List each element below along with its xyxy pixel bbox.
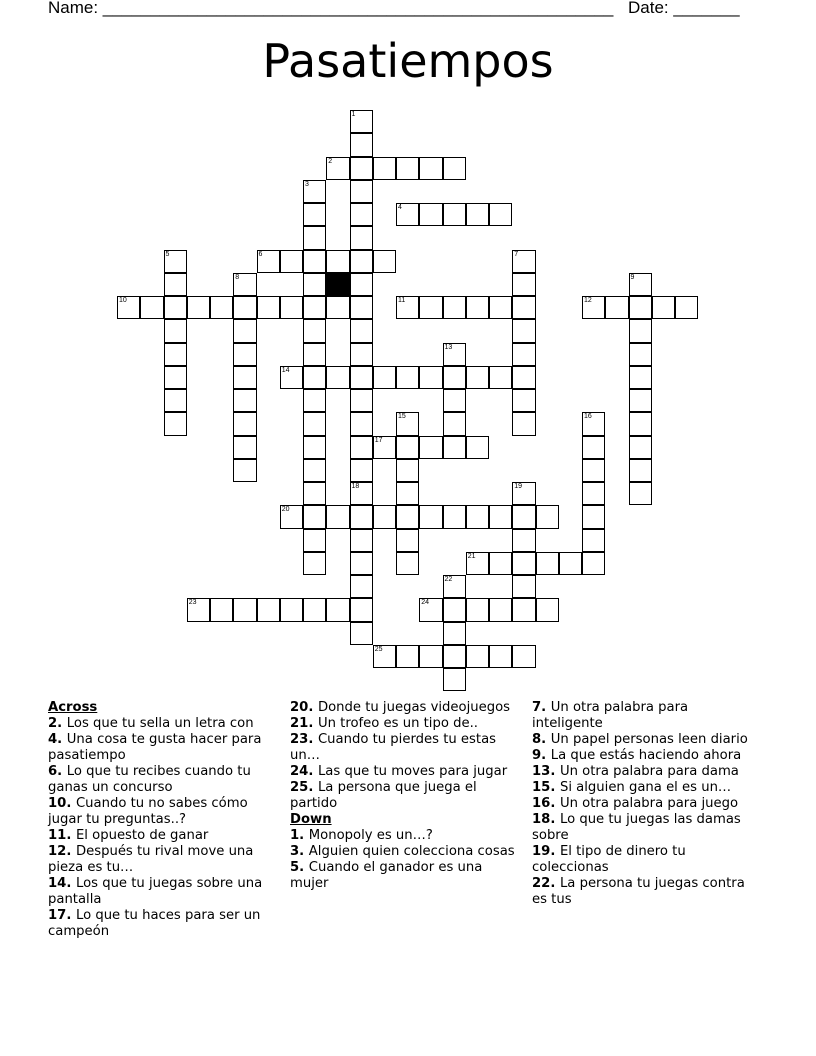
clue-text: Donde tu juegas videojuegos [317,700,511,715]
clue-text: Un trofeo es un tipo de.. [317,716,478,731]
clue-text: Lo que tu juegas las damas sobre [532,812,741,843]
clue-number: 10. [48,796,76,811]
grid-cell[interactable] [210,598,233,621]
grid-cell[interactable] [396,296,419,319]
grid-cell[interactable] [350,622,373,645]
grid-cell[interactable] [512,366,535,389]
grid-cell[interactable] [396,366,419,389]
grid-cell[interactable] [443,436,466,459]
grid-cell[interactable] [303,343,326,366]
clue-text: Los que tu juegas sobre una pantalla [48,876,263,907]
clue-text: Un otra palabra para inteligente [532,700,689,731]
grid-cell[interactable] [164,273,187,296]
clue-number: 21. [290,716,318,731]
grid-cell[interactable] [303,505,326,528]
clue-number: 1. [290,828,309,843]
grid-cell[interactable] [350,412,373,435]
clue-item [48,876,273,908]
grid-cell[interactable] [466,436,489,459]
clue-item [532,780,757,796]
clue-item [532,732,757,748]
grid-cell[interactable] [280,366,303,389]
clue-text: Un otra palabra para juego [559,796,739,811]
grid-cell[interactable] [512,296,535,319]
grid-cell[interactable] [233,366,256,389]
grid-cell[interactable] [512,482,535,505]
grid-cell[interactable] [257,598,280,621]
grid-cell[interactable] [326,598,349,621]
grid-cell[interactable] [233,319,256,342]
grid-cell[interactable] [443,645,466,668]
clue-number: 12. [48,844,76,859]
grid-cell[interactable] [582,482,605,505]
grid-cell[interactable] [489,366,512,389]
grid-cell[interactable] [443,598,466,621]
grid-cell[interactable] [350,436,373,459]
grid-cell[interactable] [582,505,605,528]
grid-cell[interactable] [303,552,326,575]
clue-text: La persona que juega el partido [290,780,477,811]
clue-number: 23. [290,732,318,747]
grid-cell[interactable] [350,505,373,528]
grid-cell[interactable] [419,157,442,180]
grid-cell[interactable] [350,180,373,203]
grid-cell[interactable] [303,529,326,552]
grid-cell[interactable] [629,319,652,342]
clue-number: 1 [351,111,356,118]
grid-cell[interactable] [164,250,187,273]
grid-cell[interactable] [350,273,373,296]
grid-cell[interactable] [210,296,233,319]
grid-cell[interactable] [350,319,373,342]
clue-number: 2 [328,157,333,165]
grid-cell[interactable] [512,529,535,552]
grid-cell[interactable] [280,296,303,319]
grid-cell[interactable] [605,296,628,319]
grid-cell[interactable] [512,552,535,575]
clue-item [290,860,520,892]
grid-cell[interactable] [536,505,559,528]
grid-cell[interactable] [582,436,605,459]
clue-text: Alguien quien colecciona cosas [308,844,515,859]
grid-cell[interactable] [629,273,652,296]
grid-cell[interactable] [233,273,256,296]
grid-cell[interactable] [257,250,280,273]
grid-cell[interactable] [303,226,326,249]
clue-number: 17. [48,908,76,923]
clue-number: 20. [290,700,318,715]
grid-cell[interactable] [350,389,373,412]
grid-cell[interactable] [373,645,396,668]
grid-cell[interactable] [350,110,373,133]
clue-text: Cuando el ganador es una mujer [290,860,483,891]
grid-cell[interactable] [629,436,652,459]
grid-cell[interactable] [303,203,326,226]
grid-cell[interactable] [396,482,419,505]
grid-cell[interactable] [443,505,466,528]
clue-number: 18 [351,483,360,490]
grid-cell[interactable] [443,343,466,366]
clue-number: 15 [398,413,406,421]
grid-cell[interactable] [489,645,512,668]
clue-text: Un otra palabra para dama [559,764,739,779]
clue-number: 6. [48,764,67,779]
grid-cell[interactable] [303,436,326,459]
grid-cell[interactable] [466,552,489,575]
grid-cell[interactable] [280,598,303,621]
grid-cell[interactable] [233,412,256,435]
clue-text: Una cosa te gusta hacer para pasatiempo [48,732,262,763]
clue-number: 11. [48,828,76,843]
grid-cell[interactable] [443,389,466,412]
clue-number: 3. [290,844,309,859]
clue-number: 19 [514,483,523,490]
grid-cell[interactable] [629,343,652,366]
grid-cell[interactable] [396,436,419,459]
clue-text: La que estás haciendo ahora [550,748,742,763]
grid-cell[interactable] [559,552,582,575]
grid-cell[interactable] [443,203,466,226]
clue-number: 22. [532,876,560,891]
grid-cell[interactable] [303,459,326,482]
clue-item [48,908,273,940]
grid-cell[interactable] [443,366,466,389]
grid-cell[interactable] [489,552,512,575]
grid-cell[interactable] [280,505,303,528]
grid-cell[interactable] [443,575,466,598]
clue-number: 9. [532,748,551,763]
grid-cell[interactable] [326,250,349,273]
grid-cell[interactable] [233,459,256,482]
clue-text: Cuando tu pierdes tu estas un… [290,732,497,763]
clue-number: 10 [119,297,127,304]
grid-cell[interactable] [419,296,442,319]
grid-cell[interactable] [512,273,535,296]
clue-item [290,716,520,732]
grid-cell[interactable] [326,157,349,180]
grid-cell[interactable] [396,412,419,435]
grid-cell[interactable] [187,598,210,621]
grid-cell[interactable] [466,598,489,621]
clue-item [48,844,273,876]
grid-cell[interactable] [512,319,535,342]
grid-cell[interactable] [629,459,652,482]
down-heading: Down [290,812,332,827]
clue-number: 5. [290,860,309,875]
clue-number: 6 [258,250,263,258]
clue-item [290,700,520,716]
grid-cell[interactable] [350,529,373,552]
grid-cell[interactable] [373,436,396,459]
grid-cell[interactable] [350,482,373,505]
clue-number: 9 [630,273,635,281]
grid-cell[interactable] [419,505,442,528]
grid-cell[interactable] [350,552,373,575]
clues-column-1 [48,700,273,940]
clue-item [290,780,520,812]
grid-cell[interactable] [466,366,489,389]
grid-cell[interactable] [303,482,326,505]
grid-cell[interactable] [443,668,466,691]
grid-cell[interactable] [396,157,419,180]
grid-cell[interactable] [350,598,373,621]
clue-item [532,748,757,764]
clue-item [48,828,273,844]
grid-cell[interactable] [489,505,512,528]
grid-cell[interactable] [419,203,442,226]
clue-text: Las que tu moves para jugar [317,764,508,779]
clue-text: Cuando tu no sabes cómo jugar tu preguntas..? [48,796,248,827]
grid-cell[interactable] [512,250,535,273]
clue-number: 20 [281,506,290,514]
grid-cell[interactable] [164,343,187,366]
name-field-label: Name: ______________________________________________________ [48,0,614,17]
grid-cell[interactable] [303,180,326,203]
grid-cell[interactable] [140,296,163,319]
clue-text: Si alguien gana el es un… [559,780,732,795]
grid-cell[interactable] [350,343,373,366]
clue-item [532,812,757,844]
grid-cell[interactable] [350,366,373,389]
clue-number: 25 [374,645,383,653]
grid-cell[interactable] [466,203,489,226]
grid-cell[interactable] [443,622,466,645]
clue-number: 3 [305,180,309,188]
clue-item [532,844,757,876]
clue-item [532,796,757,812]
clue-number: 23 [188,599,197,607]
grid-cell[interactable] [443,296,466,319]
grid-cell[interactable] [419,366,442,389]
page-title: Pasatiempos [262,34,554,88]
clue-item [48,764,273,796]
grid-cell[interactable] [164,366,187,389]
clue-number: 7. [532,700,551,715]
grid-cell[interactable] [233,598,256,621]
clue-item [290,828,520,844]
clue-text: Lo que tu haces para ser un campeón [48,908,261,939]
clue-number: 12 [584,297,592,304]
grid-cell[interactable] [303,296,326,319]
grid-cell[interactable] [350,157,373,180]
clue-number: 16. [532,796,560,811]
grid-cell[interactable] [280,250,303,273]
grid-cell[interactable] [396,645,419,668]
clue-text: El tipo de dinero tu coleccionas [532,844,686,875]
grid-cell[interactable] [396,505,419,528]
grid-cell[interactable] [582,529,605,552]
grid-cell[interactable] [466,505,489,528]
grid-cell[interactable] [233,389,256,412]
grid-cell[interactable] [350,575,373,598]
grid-cell[interactable] [350,226,373,249]
grid-cell[interactable] [164,319,187,342]
clue-number: 14. [48,876,76,891]
grid-cell[interactable] [350,459,373,482]
clue-text: Lo que tu recibes cuando tu ganas un concurso [48,764,251,795]
clue-text: Los que tu sella un letra con [66,716,254,731]
clue-number: 14 [281,366,290,374]
grid-cell[interactable] [629,296,652,319]
grid-cell[interactable] [233,296,256,319]
grid-cell[interactable] [512,505,535,528]
grid-cell[interactable] [512,343,535,366]
clue-text: Después tu rival move una pieza es tu… [48,844,254,875]
clue-number: 13 [444,343,453,351]
across-heading: Across [48,700,98,715]
clue-item [290,764,520,780]
clues-column-2 [290,700,520,892]
grid-cell[interactable] [303,412,326,435]
grid-cell[interactable] [164,296,187,319]
grid-cell[interactable] [303,250,326,273]
grid-cell[interactable] [419,436,442,459]
grid-cell[interactable] [582,459,605,482]
grid-cell[interactable] [512,389,535,412]
clue-number: 8 [235,273,240,281]
grid-cell[interactable] [536,552,559,575]
grid-cell[interactable] [303,366,326,389]
grid-cell[interactable] [652,296,675,319]
clue-item [48,796,273,828]
grid-cell[interactable] [326,505,349,528]
grid-cell[interactable] [582,296,605,319]
clue-number: 7 [514,250,519,258]
grid-cell[interactable] [303,598,326,621]
clue-text: El opuesto de ganar [75,828,209,843]
grid-cell[interactable] [629,412,652,435]
grid-cell[interactable] [396,203,419,226]
grid-cell[interactable] [164,389,187,412]
grid-cell[interactable] [350,203,373,226]
clue-item [48,732,273,764]
grid-cell[interactable] [443,412,466,435]
grid-cell[interactable] [629,366,652,389]
clue-item [290,844,520,860]
clue-number: 22 [444,576,453,583]
clue-number: 5 [165,250,170,258]
clue-number: 19. [532,844,560,859]
grid-cell[interactable] [396,459,419,482]
clue-text: Monopoly es un…? [308,828,433,843]
grid-cell[interactable] [257,296,280,319]
clue-number: 2. [48,716,67,731]
clue-item [532,764,757,780]
grid-cell[interactable] [489,203,512,226]
clue-number: 17 [374,436,383,444]
clue-number: 4. [48,732,67,747]
grid-cell[interactable] [466,296,489,319]
grid-cell[interactable] [350,296,373,319]
grid-cell[interactable] [303,319,326,342]
clues-column-3 [532,700,757,908]
clue-number: 8. [532,732,551,747]
grid-cell[interactable] [466,645,489,668]
grid-cell[interactable] [117,296,140,319]
grid-cell[interactable] [303,273,326,296]
clue-number: 24. [290,764,318,779]
grid-cell[interactable] [582,552,605,575]
grid-cell[interactable] [233,436,256,459]
clue-number: 11 [398,297,406,304]
clue-number: 25. [290,780,318,795]
date-field-label: Date: _______ [628,0,740,17]
grid-cell[interactable] [443,157,466,180]
grid-cell[interactable] [373,250,396,273]
clue-number: 4 [398,204,402,211]
grid-cell[interactable] [512,575,535,598]
grid-cell[interactable] [419,598,442,621]
grid-cell[interactable] [629,482,652,505]
grid-black-cell [326,273,349,296]
grid-cell[interactable] [396,552,419,575]
clue-number: 15. [532,780,560,795]
clue-number: 18. [532,812,560,827]
grid-cell[interactable] [489,598,512,621]
clue-item [290,732,520,764]
clue-number: 13. [532,764,560,779]
clue-text: Un papel personas leen diario [550,732,748,747]
grid-cell[interactable] [512,645,535,668]
grid-cell[interactable] [629,389,652,412]
grid-cell[interactable] [164,412,187,435]
clue-number: 16 [584,413,592,421]
clue-text: La persona tu juegas contra es tus [532,876,745,907]
grid-cell[interactable] [350,133,373,156]
grid-cell[interactable] [233,343,256,366]
clue-item [532,876,757,908]
grid-cell[interactable] [419,645,442,668]
grid-cell[interactable] [675,296,698,319]
grid-cell[interactable] [303,389,326,412]
clue-item [48,716,273,732]
clue-number: 21 [467,552,476,560]
clue-item [532,700,757,732]
grid-cell[interactable] [373,366,396,389]
grid-cell[interactable] [512,598,535,621]
grid-cell[interactable] [489,296,512,319]
grid-cell[interactable] [350,250,373,273]
clue-number: 24 [421,599,430,607]
grid-cell[interactable] [582,412,605,435]
grid-cell[interactable] [512,412,535,435]
grid-cell[interactable] [326,366,349,389]
grid-cell[interactable] [373,157,396,180]
grid-cell[interactable] [396,529,419,552]
grid-cell[interactable] [187,296,210,319]
grid-cell[interactable] [373,505,396,528]
grid-cell[interactable] [326,296,349,319]
grid-cell[interactable] [536,598,559,621]
